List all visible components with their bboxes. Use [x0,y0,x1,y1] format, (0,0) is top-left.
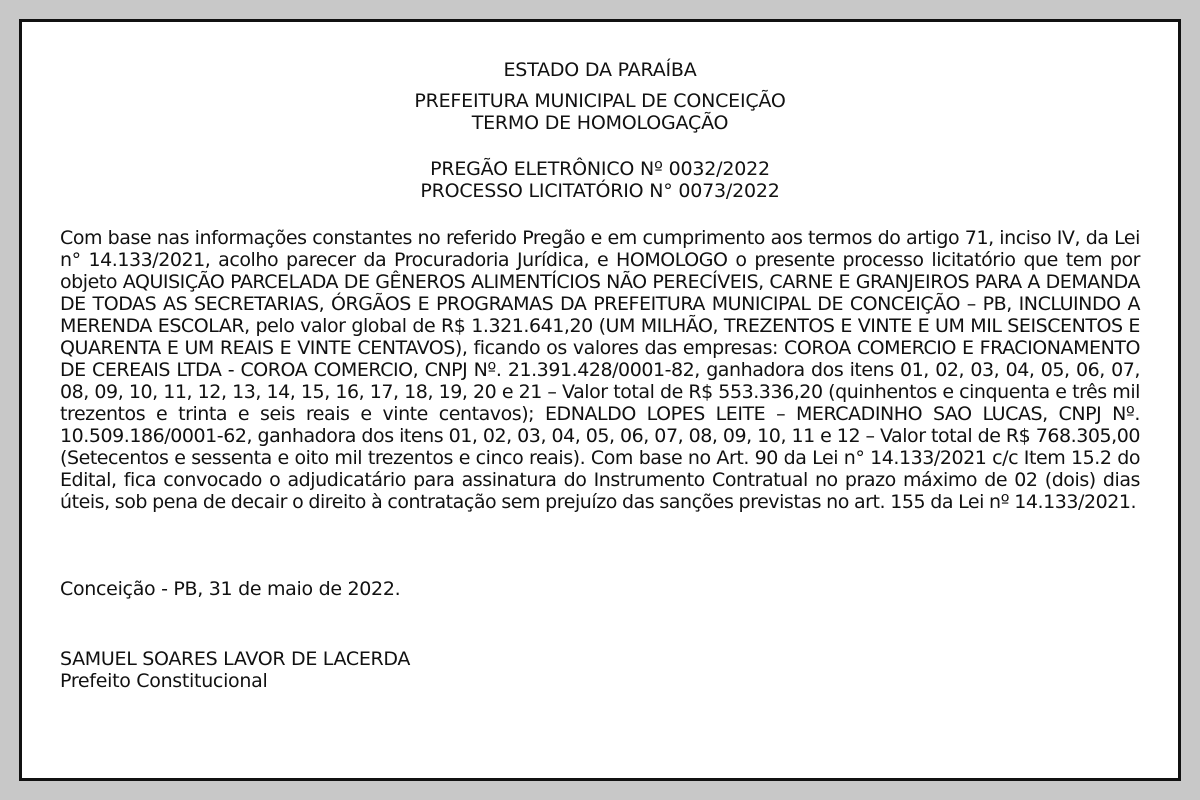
pregao-heading: PREGÃO ELETRÔNICO Nº 0032/2022 [430,158,770,180]
term-heading: TERMO DE HOMOLOGAÇÃO [471,112,729,134]
state-heading: ESTADO DA PARAÍBA [503,59,697,81]
homologation-paragraph: Com base nas informações constantes no referido Pregão e em cumprimento aos termos do artigo 71, inciso IV, da Lei n° 14.133/2021, acolho parecer da Procuradoria Jurídica, e HOMOLOGO o presente processo licitatório que tem por objeto AQUISIÇÃO PARCELADA DE GÊNEROS ALIMENTÍCIOS NÃO PERECÍVEIS, CARNE E GRANJEIROS PARA A DEMANDA DE TODAS AS SECRETARIAS, ÓRGÃOS E PROGRAMAS DA PREFEITURA MUNICIPAL DE CONCEIÇÃO – PB, INCLUINDO A MERENDA ESCOLAR, pelo valor global de R$ 1.321.641,20 (UM MILHÃO, TREZENTOS E VINTE E UM MIL SEISCENTOS E QUARENTA E UM REAIS E VINTE CENTAVOS), ficando os valores das empresas: COROA COMERCIO E FRACIONAMENTO DE CEREAIS LTDA - COROA COMERCIO, CNPJ Nº. 21.391.428/0001-82, ganhadora dos itens 01, 02, 03, 04, 05, 06, 07, 08, 09, 10, 11, 12, 13, 14, 15, 16, 17, 18, 19, 20 e 21 – Valor total de R$ 553.336,20 (quinhentos e cinquenta e três mil trezentos e trinta e seis reais e vinte centavos); EDNALDO LOPES LEITE – MERCADINHO SAO LUCAS, CNPJ Nº. 10.509.186/0001-62, ganhadora dos itens 01, 02, 03, 04, 05, 06, 07, 08, 09, 10, 11 e 12 – Valor total de R$ 768.305,00 (Setecentos e sessenta e oito mil trezentos e cinco reais). Com base no Art. 90 da Lei n° 14.133/2021 c/c Item 15.2 do Edital, fica convocado o adjudicatário para assinatura do Instrumento Contratual no prazo máximo de 02 (dois) dias úteis, sob pena de decair o direito à contratação sem prejuízo das sanções previstas no art. 155 da Lei nº 14.133/2021. [60,227,1140,513]
signer-name: SAMUEL SOARES LAVOR DE LACERDA [60,648,411,670]
prefecture-heading: PREFEITURA MUNICIPAL DE CONCEIÇÃO [414,90,786,112]
signer-role: Prefeito Constitucional [60,670,268,692]
place-date: Conceição - PB, 31 de maio de 2022. [60,578,401,600]
document-sheet [19,19,1181,781]
process-heading: PROCESSO LICITATÓRIO N° 0073/2022 [420,180,780,202]
